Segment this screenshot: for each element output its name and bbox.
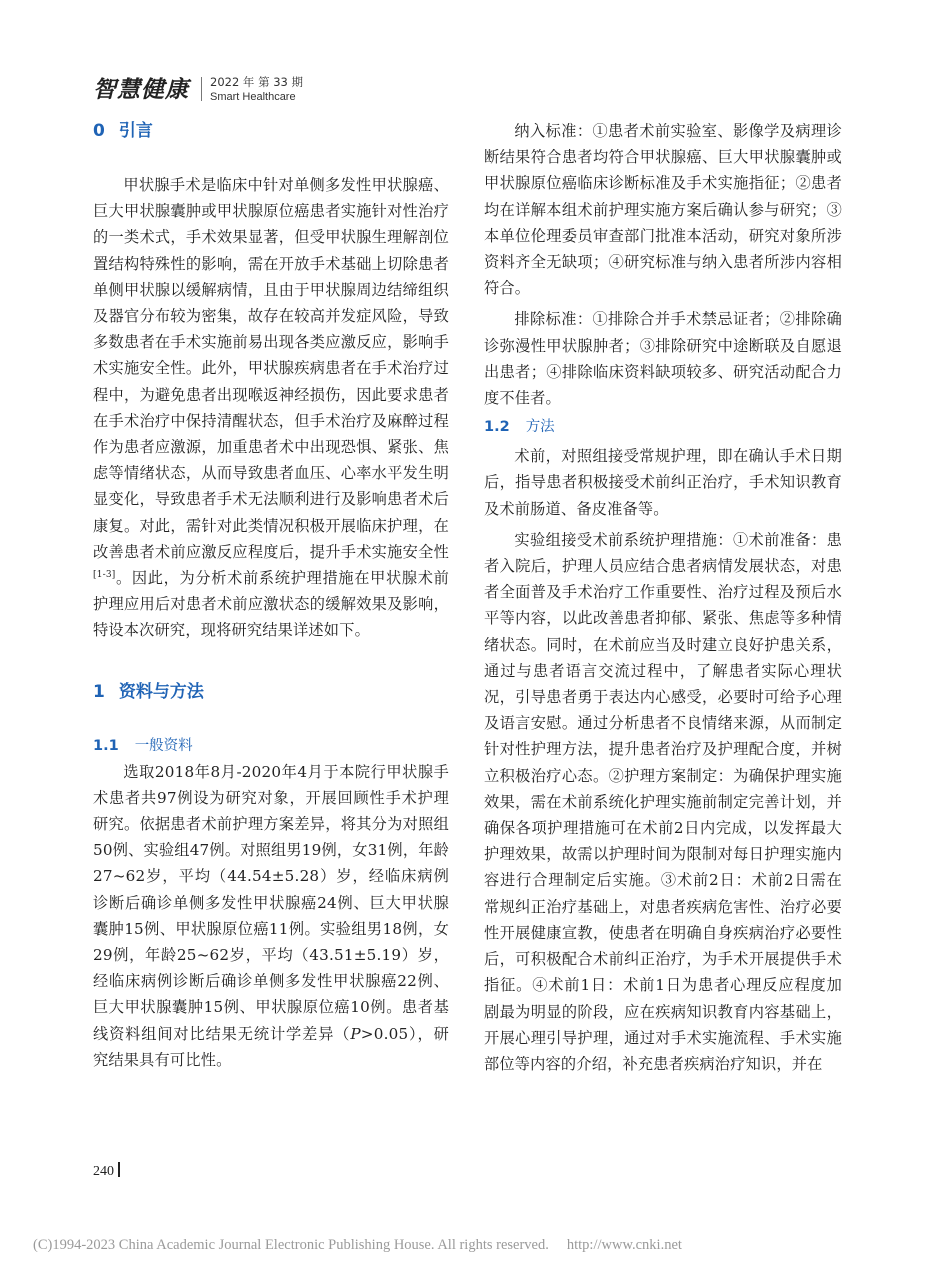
- header-divider: [201, 77, 202, 101]
- page-number: [93, 1162, 120, 1180]
- intro-text-2: 。因此，为分析术前系统护理措施在甲状腺术前护理应用后对患者术前应激状态的缓解效果及影响，特设本次研究，现将研究结果详述如下。: [93, 569, 449, 640]
- section-1-heading: [93, 679, 449, 705]
- left-column: [93, 118, 449, 1073]
- section-title: 引言: [118, 121, 153, 141]
- control-method-paragraph: 术前，对照组接受常规护理，即在确认手术日期后，指导患者积极接受术前纠正治疗，手术知识教育及术前肠道、备皮准备等。: [484, 447, 842, 518]
- intro-text-1: 甲状腺手术是临床中针对单侧多发性甲状腺癌、巨大甲状腺囊肿或甲状腺原位癌患者实施针对性治疗的一类术式，手术效果显著，但受甲状腺生理解剖位置结构特殊性的影响，需在开放手术基础上切除患者单侧甲状腺以缓解病情，且由于甲状腺周边结缔组织及器官分布较为密集，故存在较高并发症风险，导致多数患者在手术实施前易出现各类应激反应，影响手术实施安全性。此外，甲状腺疾病患者在手术治疗过程中，为避免患者出现喉返神经损伤，因此要求患者在手术治疗中保持清醒状态，但手术治疗及麻醉过程作为患者应激源，加重患者术中出现恐惧、紧张、焦虑等情绪状态，从而导致患者血压、心率水平发生明显变化，导致患者手术无法顺利进行及影响患者术后康复。对此，需针对此类情况积极开展临床护理，在改善患者术前应激反应程度后，提升手术实施安全性: [93, 176, 449, 561]
- copyright-text: (C)1994-2023 China Academic Journal Electronic Publishing House. All rights reserved.: [33, 1237, 549, 1253]
- footer-url: http://www.cnki.net: [566, 1237, 682, 1253]
- citation: [1-3]: [93, 569, 116, 580]
- journal-english-name: Smart Healthcare: [210, 91, 296, 103]
- page-number-text: 240: [93, 1164, 114, 1179]
- right-column: [484, 118, 842, 1077]
- subsection-number: 1.1: [93, 737, 119, 754]
- p-value-symbol: P: [350, 1024, 361, 1043]
- issue-label: 2022 年 第 33 期: [210, 75, 304, 89]
- subsection-title: 方法: [525, 419, 555, 436]
- section-intro-heading: [93, 118, 449, 144]
- general-data-text-2: >0.05），研究结果具有可比性。: [93, 1024, 449, 1069]
- subsection-number: 1.2: [484, 419, 510, 436]
- section-1-1-heading: [93, 733, 449, 759]
- intro-paragraph: [93, 172, 449, 644]
- journal-logo: 智慧健康: [93, 76, 189, 103]
- section-number: 1: [93, 681, 105, 702]
- general-data-paragraph: [93, 759, 449, 1073]
- general-data-text-1: 选取2018年8月-2020年4月于本院行甲状腺手术患者共97例设为研究对象，开展回顾性手术护理研究。依据患者术前护理方案差异，将其分为对照组50例、实验组47例。对照组男19例，女31例，年龄27~62岁，平均（44.54±5.28）岁，经临床病例诊断后确诊单侧多发性甲状腺癌24例、巨大甲状腺囊肿15例、甲状腺原位癌11例。实验组男18例，女29例，年龄25~62岁，平均（43.51±5.19）岁，经临床病例诊断后确诊单侧多发性甲状腺癌22例、巨大甲状腺囊肿15例、甲状腺原位癌10例。患者基线资料组间对比结果无统计学差异（: [93, 762, 449, 1043]
- section-1-2-heading: [484, 414, 842, 440]
- section-title: 资料与方法: [118, 681, 204, 702]
- experimental-method-paragraph: 实验组接受术前系统护理措施：①术前准备：患者入院后，护理人员应结合患者病情发展状态，对患者全面普及手术治疗工作重要性、治疗过程及预后水平等内容，以此改善患者抑郁、紧张、焦虑等多种情绪状态。同时，在术前应当及时建立良好护患关系，通过与患者语言交流过程中，了解患者实际心理状况，引导患者勇于表达内心感受，必要时可给予心理及语言安慰。通过分析患者不良情绪来源，从而制定针对性护理方法，提升患者治疗及护理配合度，并树立积极治疗心态。②护理方案制定：为确保护理实施效果，需在术前系统化护理实施前制定完善计划，并确保各项护理措施可在术前2日内完成，以发挥最大护理效果，故需以护理时间为限制对每日护理实施内容进行合理制定后实施。③术前2日：术前2日需在常规纠正治疗基础上，对患者疾病危害性、治疗必要性开展健康宣教，使患者在明确自身疾病治疗必要性后，可积极配合术前纠正治疗，为手术开展提供手术指征。④术前1日：术前1日为患者心理反应程度加剧最为明显的阶段，应在疾病知识教育内容基础上，开展心理引导护理，通过对手术实施流程、手术实施部位等内容的介绍，补充患者疾病治疗知识，并在: [484, 530, 842, 1073]
- section-number: 0: [93, 121, 105, 141]
- page-number-bar: [118, 1162, 120, 1177]
- inclusion-criteria: 纳入标准：①患者术前实验室、影像学及病理诊断结果符合患者均符合甲状腺癌、巨大甲状腺囊肿或甲状腺原位癌临床诊断标准及手术实施指征；②患者均在详解本组术前护理实施方案后确认参与研究；③本单位伦理委员审查部门批准本活动，研究对象所涉资料齐全无缺项；④研究标准与纳入患者所涉内容相符合。: [484, 122, 842, 298]
- copyright-footer: [33, 1237, 682, 1254]
- subsection-title: 一般资料: [134, 737, 193, 754]
- exclusion-criteria: 排除标准：①排除合并手术禁忌证者；②排除确诊弥漫性甲状腺肿者；③排除研究中途断联及自愿退出患者；④排除临床资料缺项较多、研究活动配合力度不佳者。: [484, 310, 842, 408]
